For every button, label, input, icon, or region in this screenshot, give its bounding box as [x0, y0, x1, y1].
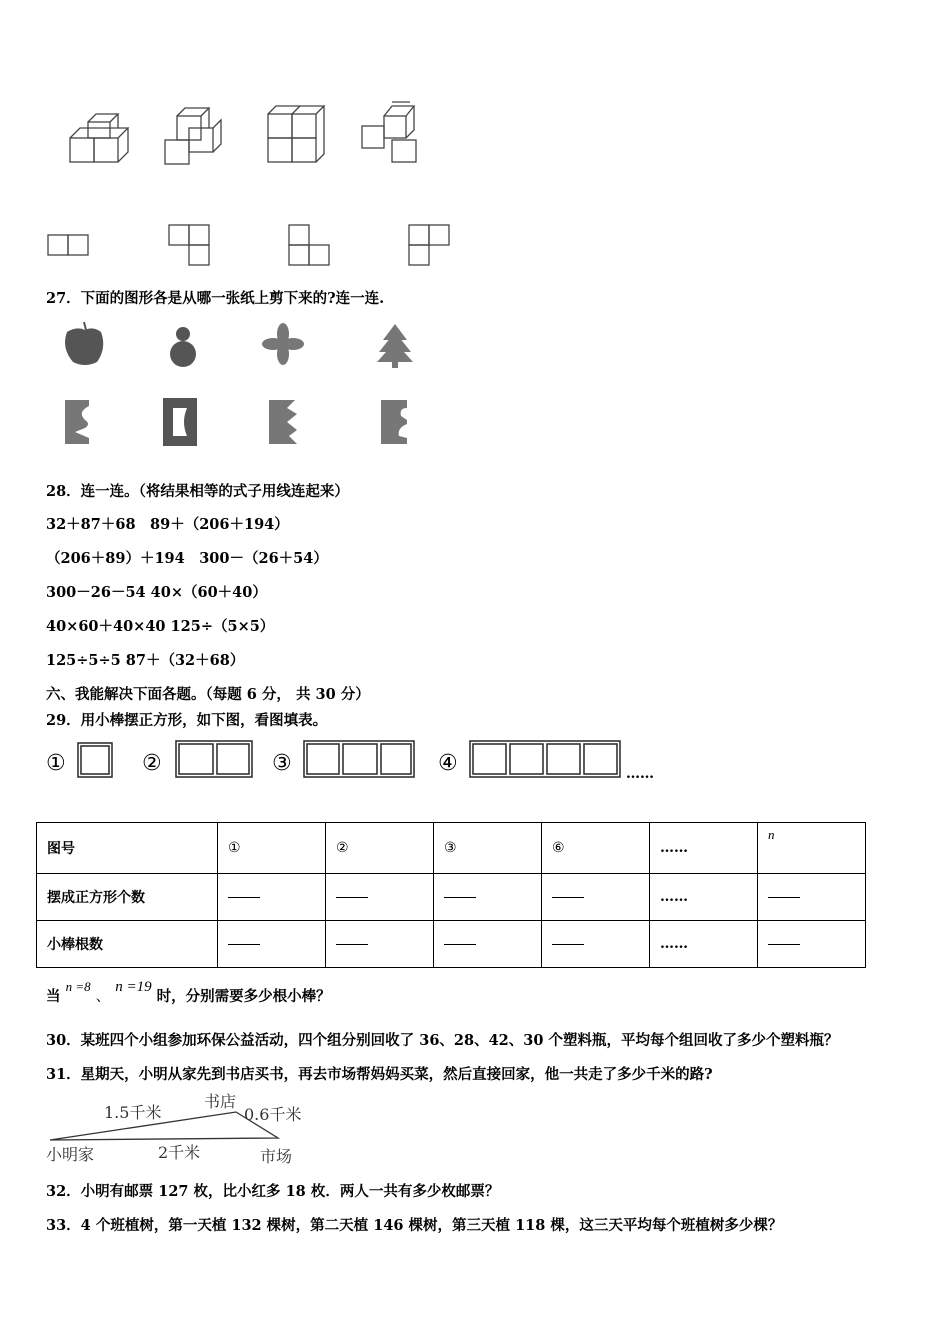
- blank-field[interactable]: [768, 944, 800, 945]
- label-home: 小明家: [46, 1145, 95, 1164]
- paper-3: [269, 400, 297, 444]
- followup-sep: 、: [95, 989, 111, 1005]
- q29-followup: [46, 975, 331, 1005]
- q28-row-3: 300－26－54 40×（60＋40）: [46, 584, 267, 601]
- view-4: [409, 225, 449, 265]
- q33-text: 33．4 个班植树，第一天植 132 棵树，第二天植 146 棵树，第三天植 118 棵，这三天平均每个班植树多少棵？: [46, 1217, 783, 1234]
- cube-figure-1: [70, 114, 128, 162]
- followup-prefix: 当: [46, 988, 61, 1005]
- blank-field[interactable]: [336, 897, 368, 898]
- q28-row-4: 40×60＋40×40 125÷（5×5）: [46, 618, 275, 635]
- view-3: [289, 225, 329, 265]
- blank-field[interactable]: [552, 897, 584, 898]
- paper-2: [163, 398, 197, 446]
- table-row: [37, 921, 866, 968]
- blank-field[interactable]: [444, 944, 476, 945]
- cube-figure-3: [268, 106, 324, 162]
- q29-text: 29．用小棒摆正方形，如下图，看图填表。: [46, 712, 328, 729]
- q28-text: 28．连一连。（将结果相等的式子用线连起来）: [46, 483, 349, 500]
- cut-shapes: [55, 320, 435, 455]
- row-squares-label: 摆成正方形个数: [37, 874, 218, 921]
- fig-ellipsis: ……: [626, 766, 654, 782]
- q29-table: [36, 822, 866, 968]
- blank-field[interactable]: [552, 944, 584, 945]
- distance-shop-market: 0.6千米: [244, 1105, 302, 1124]
- stick-fig-4: [470, 741, 620, 777]
- blank-field[interactable]: [768, 897, 800, 898]
- label-bookstore: 书店: [204, 1092, 237, 1111]
- distance-home-market: 2千米: [158, 1143, 201, 1162]
- paper-4: [381, 400, 407, 444]
- header-3: ③: [434, 823, 542, 874]
- tree-shape: [377, 324, 413, 368]
- blank-field[interactable]: [228, 944, 260, 945]
- apple-shape: [65, 322, 103, 365]
- stick-fig-2: [176, 741, 252, 777]
- gourd-shape: [170, 327, 196, 367]
- row1-ellipsis: ……: [650, 874, 758, 921]
- cube-figure-2: [165, 108, 221, 164]
- stick-fig-1: [78, 743, 112, 777]
- paper-1: [65, 400, 89, 444]
- stick-squares-figure: [46, 738, 666, 788]
- header-1: ①: [218, 823, 326, 874]
- blank-field[interactable]: [336, 944, 368, 945]
- q32-text: 32．小明有邮票 127 枚，比小红多 18 枚．两人一共有多少枚邮票？: [46, 1183, 500, 1200]
- header-ellipsis: ……: [650, 823, 758, 874]
- q30-text: 30．某班四个小组参加环保公益活动，四个组分别回收了 36、28、42、30 个塑料瓶，平均每个组回收了多少个塑料瓶？: [46, 1032, 839, 1049]
- distance-home-shop: 1.5千米: [104, 1103, 162, 1122]
- header-2: ②: [326, 823, 434, 874]
- row-sticks-label: 小棒根数: [37, 921, 218, 968]
- header-figure-no: 图号: [37, 823, 218, 874]
- q28-row-5: 125÷5÷5 87＋（32＋68）: [46, 652, 245, 669]
- n19-label: n =19: [115, 979, 152, 995]
- blank-field[interactable]: [444, 897, 476, 898]
- cube-figures: [60, 100, 440, 175]
- row2-ellipsis: ……: [650, 921, 758, 968]
- header-n: n: [768, 827, 775, 842]
- table-row: [37, 874, 866, 921]
- label-market: 市场: [260, 1147, 293, 1166]
- section-6-heading: 六、我能解决下面各题。（每题 6 分， 共 30 分）: [46, 686, 370, 703]
- fig-label-2: ②: [142, 751, 162, 776]
- q31-text: 31．星期天，小明从家先到书店买书，再去市场帮妈妈买菜，然后直接回家，他一共走了多少千米的路?: [46, 1066, 713, 1083]
- cube-figure-4: [362, 102, 416, 162]
- header-6: ⑥: [542, 823, 650, 874]
- flower-shape: [262, 323, 304, 365]
- n8-label: n =8: [65, 979, 91, 994]
- fig-label-4: ④: [438, 751, 458, 776]
- blank-field[interactable]: [228, 897, 260, 898]
- view-figures: [45, 222, 455, 272]
- table-row: [37, 823, 866, 874]
- q27-text: 27．下面的图形各是从哪一张纸上剪下来的?连一连.: [46, 290, 385, 307]
- fig-label-3: ③: [272, 751, 292, 776]
- view-1: [48, 235, 88, 255]
- route-diagram: [46, 1090, 326, 1170]
- q28-row-1: 32＋87＋68 89＋（206＋194）: [46, 516, 289, 533]
- stick-fig-3: [304, 741, 414, 777]
- followup-suffix: 时，分别需要多少根小棒？: [156, 988, 331, 1005]
- q28-row-2: （206＋89）＋194 300－（26＋54）: [46, 550, 328, 567]
- fig-label-1: ①: [46, 751, 66, 776]
- view-2: [169, 225, 209, 265]
